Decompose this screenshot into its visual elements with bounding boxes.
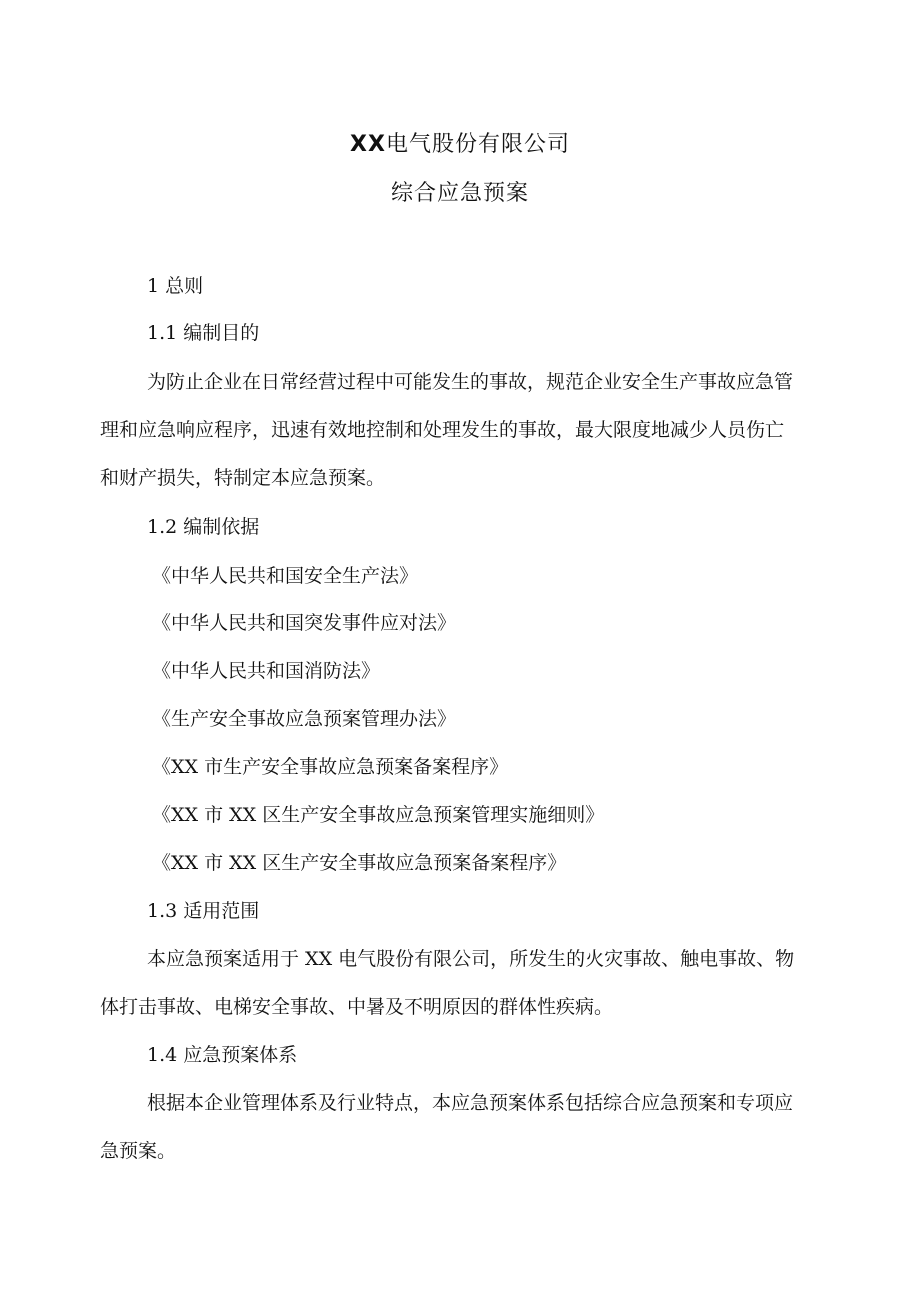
law-item: 《中华人民共和国突发事件应对法》: [152, 612, 457, 634]
paragraph-1-1-line-1: 为防止企业在日常经营过程中可能发生的事故，规范企业安全生产事故应急管: [147, 371, 794, 393]
law-item: 《XX 市 XX 区生产安全事故应急预案管理实施细则》: [152, 804, 605, 826]
title-prefix: XX: [350, 132, 386, 157]
law-item: 《XX 市 XX 区生产安全事故应急预案备案程序》: [152, 852, 567, 874]
paragraph-1-3-line-1: 本应急预案适用于 XX 电气股份有限公司，所发生的火灾事故、触电事故、物: [147, 948, 795, 970]
law-item: 《生产安全事故应急预案管理办法》: [152, 708, 457, 730]
title-rest: 电气股份有限公司: [385, 132, 570, 157]
paragraph-1-3-line-2: 体打击事故、电梯安全事故、中暑及不明原因的群体性疾病。: [100, 996, 614, 1018]
section-heading-1-4: 1.4 应急预案体系: [147, 1044, 298, 1066]
document-title: [0, 127, 920, 158]
document-subtitle: 综合应急预案: [390, 181, 529, 206]
section-heading-1-3: 1.3 适用范围: [147, 900, 260, 922]
paragraph-1-4-line-2: 急预案。: [100, 1140, 177, 1162]
paragraph-1-1-line-2: 理和应急响应程序，迅速有效地控制和处理发生的事故，最大限度地减少人员伤亡: [100, 419, 785, 441]
paragraph-1-1-line-3: 和财产损失，特制定本应急预案。: [100, 467, 386, 489]
law-item: 《XX 市生产安全事故应急预案备案程序》: [152, 756, 509, 778]
law-item: 《中华人民共和国消防法》: [152, 660, 381, 682]
law-item: 《中华人民共和国安全生产法》: [152, 565, 419, 587]
section-heading-1-1: 1.1 编制目的: [147, 322, 260, 344]
section-heading-1: 1 总则: [147, 275, 204, 297]
paragraph-1-4-line-1: 根据本企业管理体系及行业特点，本应急预案体系包括综合应急预案和专项应: [147, 1092, 794, 1114]
section-heading-1-2: 1.2 编制依据: [147, 516, 260, 538]
